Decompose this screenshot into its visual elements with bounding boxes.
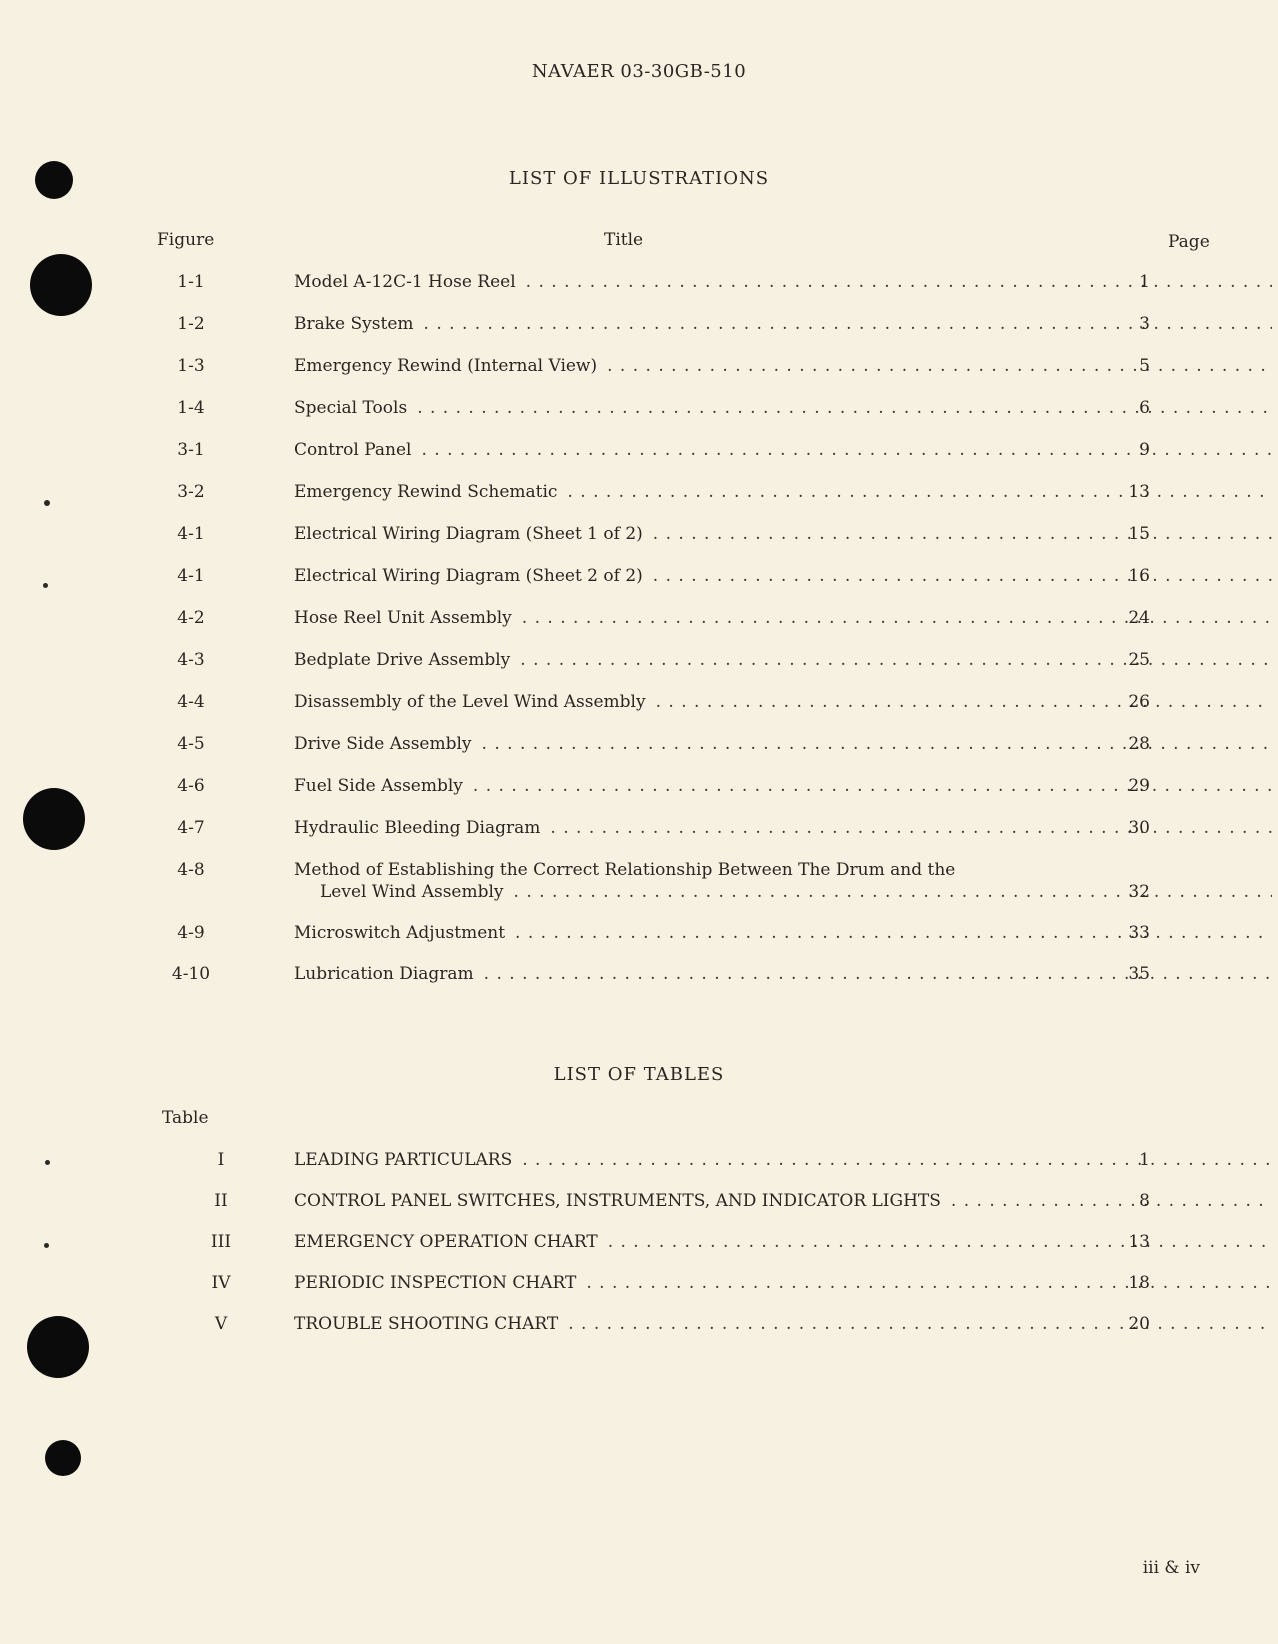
title-column-header: Title [604, 230, 644, 250]
illustration-row [150, 818, 1210, 842]
dot-leader [568, 1314, 1272, 1334]
illustration-title: Level Wind Assembly [320, 882, 504, 902]
page-number: 5 [1139, 356, 1150, 376]
page-number: 3 [1139, 314, 1150, 334]
illustration-row [150, 272, 1210, 296]
figure-number: 4-3 [177, 650, 205, 670]
dot-leader [567, 482, 1272, 502]
illustration-row [150, 524, 1210, 548]
page-number: 30 [1128, 818, 1150, 838]
footer-page-label: iii & iv [1142, 1558, 1200, 1578]
page-number: 33 [1128, 923, 1150, 943]
illustration-row [150, 776, 1210, 800]
figure-number: 4-7 [177, 818, 205, 838]
dot-leader [653, 524, 1272, 544]
page-number: 20 [1128, 1314, 1150, 1334]
table-row [150, 1191, 1210, 1215]
speck-mark [44, 1243, 49, 1248]
dot-leader [550, 818, 1272, 838]
figure-number: 1-4 [177, 398, 205, 418]
page-number: 18 [1128, 1273, 1150, 1293]
page-number: 8 [1139, 1191, 1150, 1211]
page-number: 1 [1139, 1150, 1150, 1170]
illustration-row [150, 650, 1210, 674]
illustration-title-line1: Method of Establishing the Correct Relationship Between The Drum and the [294, 860, 956, 880]
illustration-title: Fuel Side Assembly [294, 776, 463, 796]
figure-number: 4-6 [177, 776, 205, 796]
illustration-row [150, 692, 1210, 716]
illustration-row [150, 356, 1210, 380]
dot-leader [526, 272, 1272, 292]
tables-title: LIST OF TABLES [553, 1064, 725, 1085]
page-number: 13 [1128, 482, 1150, 502]
dot-leader [608, 1232, 1272, 1252]
figure-number: 4-4 [177, 692, 205, 712]
figure-number: 4-2 [177, 608, 205, 628]
figure-number: 4-1 [177, 566, 205, 586]
figure-number: 3-2 [177, 482, 205, 502]
figure-column-header: Figure [157, 230, 215, 250]
illustration-row [150, 860, 1210, 908]
table-number: V [214, 1314, 228, 1334]
figure-number: 4-5 [177, 734, 205, 754]
illustration-row [150, 566, 1210, 590]
page-number: 6 [1139, 398, 1150, 418]
illustration-title: Hose Reel Unit Assembly [294, 608, 512, 628]
table-number: III [210, 1232, 232, 1252]
illustration-title: Control Panel [294, 440, 412, 460]
illustration-title: Lubrication Diagram [294, 964, 474, 984]
dot-leader [520, 650, 1272, 670]
dot-leader [522, 1150, 1272, 1170]
dot-leader [473, 776, 1272, 796]
table-title: EMERGENCY OPERATION CHART [294, 1232, 598, 1252]
illustration-title: Microswitch Adjustment [294, 923, 506, 943]
illustration-title: Disassembly of the Level Wind Assembly [294, 692, 646, 712]
table-column-header: Table [162, 1108, 209, 1128]
page-number: 35 [1128, 964, 1150, 984]
illustration-title: Electrical Wiring Diagram (Sheet 1 of 2) [294, 524, 643, 544]
punch-hole [27, 1316, 89, 1378]
page-number: 1 [1139, 272, 1150, 292]
page-column-header: Page [1168, 232, 1210, 252]
page-number: 16 [1128, 566, 1150, 586]
table-title: LEADING PARTICULARS [294, 1150, 513, 1170]
illustration-title: Hydraulic Bleeding Diagram [294, 818, 541, 838]
table-title: CONTROL PANEL SWITCHES, INSTRUMENTS, AND INDICATOR LIGHTS [294, 1191, 941, 1211]
page-number: 15 [1128, 524, 1150, 544]
illustration-row [150, 964, 1210, 988]
illustration-title: Electrical Wiring Diagram (Sheet 2 of 2) [294, 566, 643, 586]
illustration-row [150, 734, 1210, 758]
figure-number: 1-2 [177, 314, 205, 334]
page-number: 26 [1128, 692, 1150, 712]
page-number: 24 [1128, 608, 1150, 628]
speck-mark [44, 500, 50, 506]
punch-hole [30, 254, 92, 316]
table-row [150, 1232, 1210, 1256]
table-row [150, 1273, 1210, 1297]
dot-leader [514, 882, 1272, 902]
illustration-title: Bedplate Drive Assembly [294, 650, 511, 670]
page-number: 29 [1128, 776, 1150, 796]
figure-number: 1-3 [177, 356, 205, 376]
illustration-row [150, 608, 1210, 632]
dot-leader [656, 692, 1272, 712]
illustration-row [150, 923, 1210, 947]
dot-leader [522, 608, 1272, 628]
page-number: 25 [1128, 650, 1150, 670]
table-row [150, 1314, 1210, 1338]
illustration-row [150, 398, 1210, 422]
dot-leader [482, 734, 1272, 754]
speck-mark [43, 583, 48, 588]
dot-leader [653, 566, 1272, 586]
table-title: PERIODIC INSPECTION CHART [294, 1273, 577, 1293]
illustration-row [150, 440, 1210, 464]
illustration-title: Emergency Rewind (Internal View) [294, 356, 598, 376]
document-number: NAVAER 03-30GB-510 [531, 61, 747, 82]
illustrations-title: LIST OF ILLUSTRATIONS [508, 168, 770, 189]
speck-mark [45, 1160, 50, 1165]
illustration-title: Drive Side Assembly [294, 734, 472, 754]
illustration-title: Emergency Rewind Schematic [294, 482, 558, 502]
table-title: TROUBLE SHOOTING CHART [294, 1314, 559, 1334]
illustration-title: Special Tools [294, 398, 408, 418]
table-row [150, 1150, 1210, 1174]
dot-leader [515, 923, 1272, 943]
page-number: 32 [1128, 882, 1150, 902]
table-number: IV [211, 1273, 231, 1293]
figure-number: 4-10 [171, 964, 211, 984]
figure-number: 4-9 [177, 923, 205, 943]
illustration-title: Brake System [294, 314, 414, 334]
dot-leader [484, 964, 1272, 984]
page-number: 13 [1128, 1232, 1150, 1252]
page-number: 9 [1139, 440, 1150, 460]
figure-number: 4-8 [177, 860, 205, 880]
table-number: II [214, 1191, 228, 1211]
figure-number: 1-1 [177, 272, 205, 292]
table-number: I [217, 1150, 225, 1170]
dot-leader [586, 1273, 1272, 1293]
dot-leader [607, 356, 1272, 376]
figure-number: 4-1 [177, 524, 205, 544]
page-number: 28 [1128, 734, 1150, 754]
punch-hole [23, 788, 85, 850]
illustration-row [150, 482, 1210, 506]
illustration-title: Model A-12C-1 Hose Reel [294, 272, 516, 292]
illustration-row [150, 314, 1210, 338]
punch-hole [45, 1440, 81, 1476]
figure-number: 3-1 [177, 440, 205, 460]
